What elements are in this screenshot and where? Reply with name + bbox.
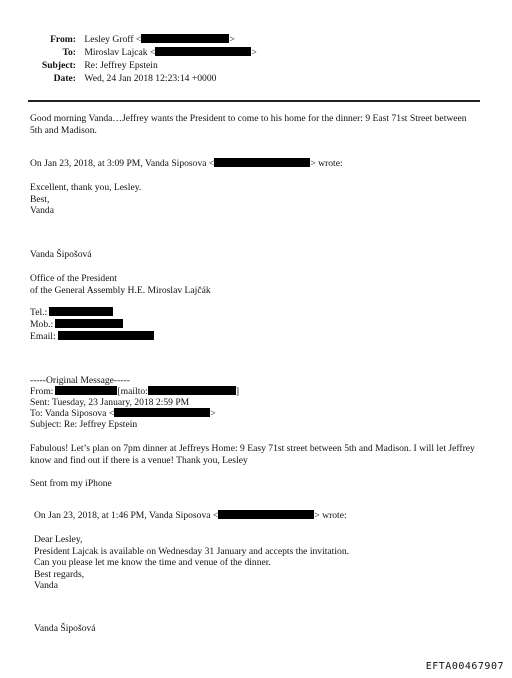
- header-from-row: [0, 34, 235, 46]
- signature-name: Vanda Šipošová: [30, 249, 92, 260]
- contact-email: [30, 331, 154, 343]
- office-line: Office of the President: [30, 273, 117, 284]
- quote1-intro-wrote: > wrote:: [310, 158, 343, 169]
- redaction-bar: [148, 386, 236, 395]
- original-sent: Sent: Tuesday, 23 January, 2018 2:59 PM: [30, 397, 190, 408]
- greeting-paragraph: Good morning Vanda…Jeffrey wants the President to come to his home for the dinner: 9 East 71st Street between 5th and Madison.: [30, 113, 467, 136]
- quote2-intro: [34, 510, 347, 522]
- quote1-intro: [30, 158, 343, 170]
- sent-from-iphone: Sent from my iPhone: [30, 478, 112, 489]
- redaction-bar: [49, 307, 113, 316]
- orig-from-label: From:: [30, 386, 54, 397]
- quote1-intro-text: On Jan 23, 2018, at 3:09 PM, Vanda Siposova <: [30, 158, 215, 169]
- redaction-bar: [155, 47, 251, 56]
- quote2-body: [34, 534, 349, 592]
- bracket: ]: [235, 386, 240, 397]
- original-subject: Subject: Re: Jeffrey Epstein: [30, 419, 138, 430]
- quote2-line: Can you please let me know the time and venue of the dinner.: [34, 557, 271, 569]
- subject-value: Re: Jeffrey Epstein: [84, 60, 158, 71]
- fabulous-paragraph: Fabulous! Let’s plan on 7pm dinner at Jeffreys Home: 9 Easy 71st street between 5th and Madison. I will let Jeffrey know and find out if there is a venue! Thank you, Lesley: [30, 443, 475, 466]
- orig-mailto: [mailto:: [117, 386, 148, 397]
- quote2-line: Best regards,: [34, 568, 85, 580]
- bracket: >: [210, 408, 216, 419]
- signature-name-2: Vanda Šipošová: [34, 623, 96, 634]
- redaction-bar: [214, 158, 310, 167]
- quote2-intro-text: On Jan 23, 2018, at 1:46 PM, Vanda Siposova <: [34, 510, 219, 521]
- original-message-header: -----Original Message-----: [30, 375, 130, 386]
- from-label: From:: [50, 34, 76, 45]
- to-label: To:: [62, 47, 76, 58]
- header-to-row: [0, 47, 257, 59]
- quote2-line: Vanda: [34, 580, 58, 592]
- from-value: Lesley Groff <: [84, 34, 142, 45]
- contact-tel: [30, 307, 113, 319]
- header-divider: [28, 100, 480, 102]
- office-line: of the General Assembly H.E. Miroslav Lajčák: [30, 284, 211, 296]
- bracket: >: [251, 47, 257, 58]
- date-value: Wed, 24 Jan 2018 12:23:14 +0000: [84, 73, 217, 84]
- header-subject-row: [0, 60, 158, 72]
- mob-label: Mob.:: [30, 319, 54, 330]
- orig-to-text: To: Vanda Siposova <: [30, 408, 115, 419]
- redaction-bar: [55, 386, 117, 395]
- quote1-line: Excellent, thank you, Lesley.: [30, 182, 142, 193]
- redaction-bar: [55, 319, 123, 328]
- redaction-bar: [218, 510, 314, 519]
- quote1-body: [30, 182, 141, 217]
- quote1-line: Vanda: [30, 205, 54, 217]
- date-label: Date:: [53, 73, 76, 84]
- signature-office: [30, 273, 211, 296]
- header-date-row: [0, 73, 216, 85]
- original-to: [30, 408, 216, 420]
- contact-mob: [30, 319, 123, 331]
- original-from: [30, 386, 239, 398]
- tel-label: Tel.:: [30, 307, 48, 318]
- redaction-bar: [58, 331, 154, 340]
- email-label: Email:: [30, 331, 56, 342]
- redaction-bar: [114, 408, 210, 417]
- redaction-bar: [141, 34, 229, 43]
- to-value: Miroslav Lajcak <: [84, 47, 156, 58]
- bracket: >: [229, 34, 235, 45]
- subject-label: Subject:: [41, 60, 76, 71]
- quote2-line: Dear Lesley,: [34, 534, 83, 545]
- quote2-line: President Lajcak is available on Wednesday 31 January and accepts the invitation.: [34, 545, 350, 557]
- document-id: EFTA00467907: [425, 661, 504, 672]
- quote1-line: Best,: [30, 193, 50, 205]
- quote2-intro-wrote: > wrote:: [314, 510, 347, 521]
